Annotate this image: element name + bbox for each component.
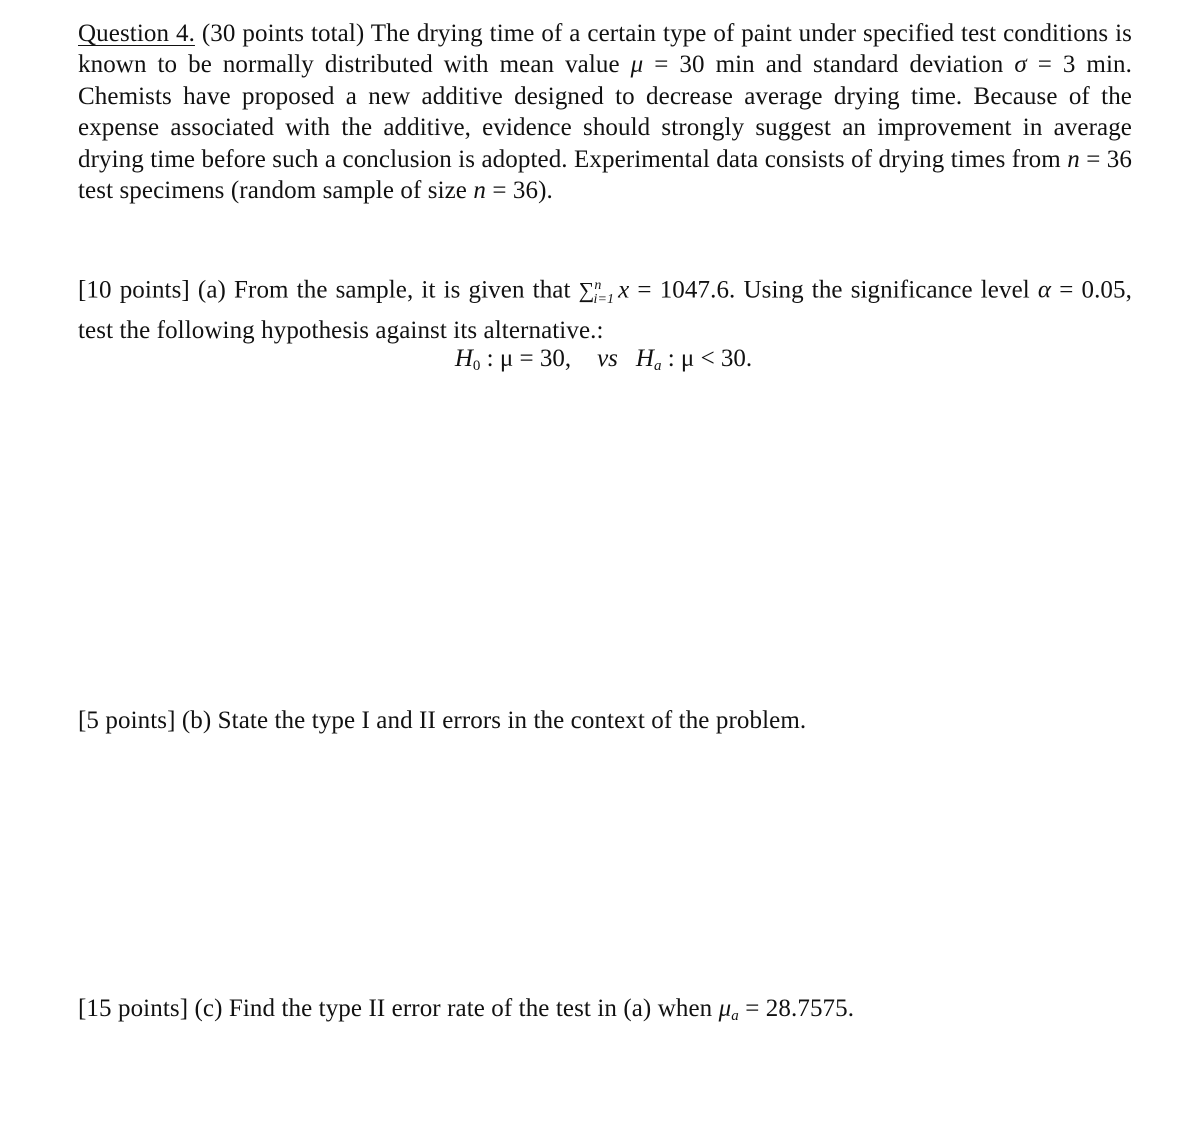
mu-a-value: 28.7575. xyxy=(765,995,855,1022)
sum-upper-limit: n xyxy=(594,278,602,293)
h0-statement: : μ = 30, xyxy=(480,345,572,372)
n-symbol-2: n xyxy=(473,177,486,205)
part-c-paragraph xyxy=(78,993,1132,1032)
part-a-lead: [10 points] (a) From the sample, it is given that xyxy=(78,276,579,304)
mu-symbol: μ xyxy=(630,51,644,79)
ha-statement: : μ < 30. xyxy=(661,345,753,372)
h0-subscript: 0 xyxy=(472,358,481,374)
equals-sign: = xyxy=(629,276,660,304)
vs-label: vs xyxy=(597,345,618,372)
mu-a-symbol: μ xyxy=(718,995,732,1022)
part-b-paragraph xyxy=(78,705,1132,736)
question-intro-paragraph xyxy=(78,18,1132,206)
intro-text: (30 points total) The drying time of a certain type of paint under specified test conditions is known to be normally distributed with mean value xyxy=(78,20,1133,79)
alpha-symbol: α xyxy=(1037,276,1052,304)
sigma-value-text: 3 min. Chemists have proposed a new additive designed to decrease average drying time. Because of the expense associated with the additive, evidence should strongly suggest an improvement in average drying time before such a conclusion is adopted. Experimental data consists of drying times from xyxy=(78,51,1132,173)
alpha-rest-text: 0.05, test the following hypothesis against its alternative.: xyxy=(78,276,1132,345)
h0-symbol: H xyxy=(454,345,473,372)
question-label: Question 4. xyxy=(78,20,195,47)
sum-lower-limit: i=1 xyxy=(593,291,615,307)
summation xyxy=(579,270,615,315)
sum-value-text: 1047.6. Using the significance level xyxy=(659,276,1038,304)
ha-symbol: H xyxy=(635,345,654,372)
equals-sign: = xyxy=(485,177,513,205)
mu-value-text: 30 min and standard deviation xyxy=(679,51,1015,79)
equals-sign: = xyxy=(1079,145,1107,173)
equals-sign: = xyxy=(738,995,766,1022)
n-value-text: 36 test specimens (random sample of size xyxy=(78,145,1132,205)
equals-sign: = xyxy=(1026,51,1063,79)
sum-symbol: ∑ xyxy=(578,277,595,303)
n-value-text-2: 36). xyxy=(512,177,553,205)
equals-sign: = xyxy=(1051,276,1082,304)
hypothesis-display xyxy=(0,345,1187,375)
part-c-text: [15 points] (c) Find the type II error rate of the test in (a) when xyxy=(78,995,719,1022)
ha-subscript: a xyxy=(653,358,662,374)
part-a-paragraph xyxy=(78,270,1132,347)
mu-a-subscript: a xyxy=(731,1008,739,1024)
part-b-text: [5 points] (b) State the type I and II errors in the context of the problem. xyxy=(78,707,807,734)
equals-sign: = xyxy=(643,51,680,79)
x-symbol: x xyxy=(618,276,630,304)
n-symbol: n xyxy=(1067,145,1080,173)
sigma-symbol: σ xyxy=(1014,51,1027,79)
